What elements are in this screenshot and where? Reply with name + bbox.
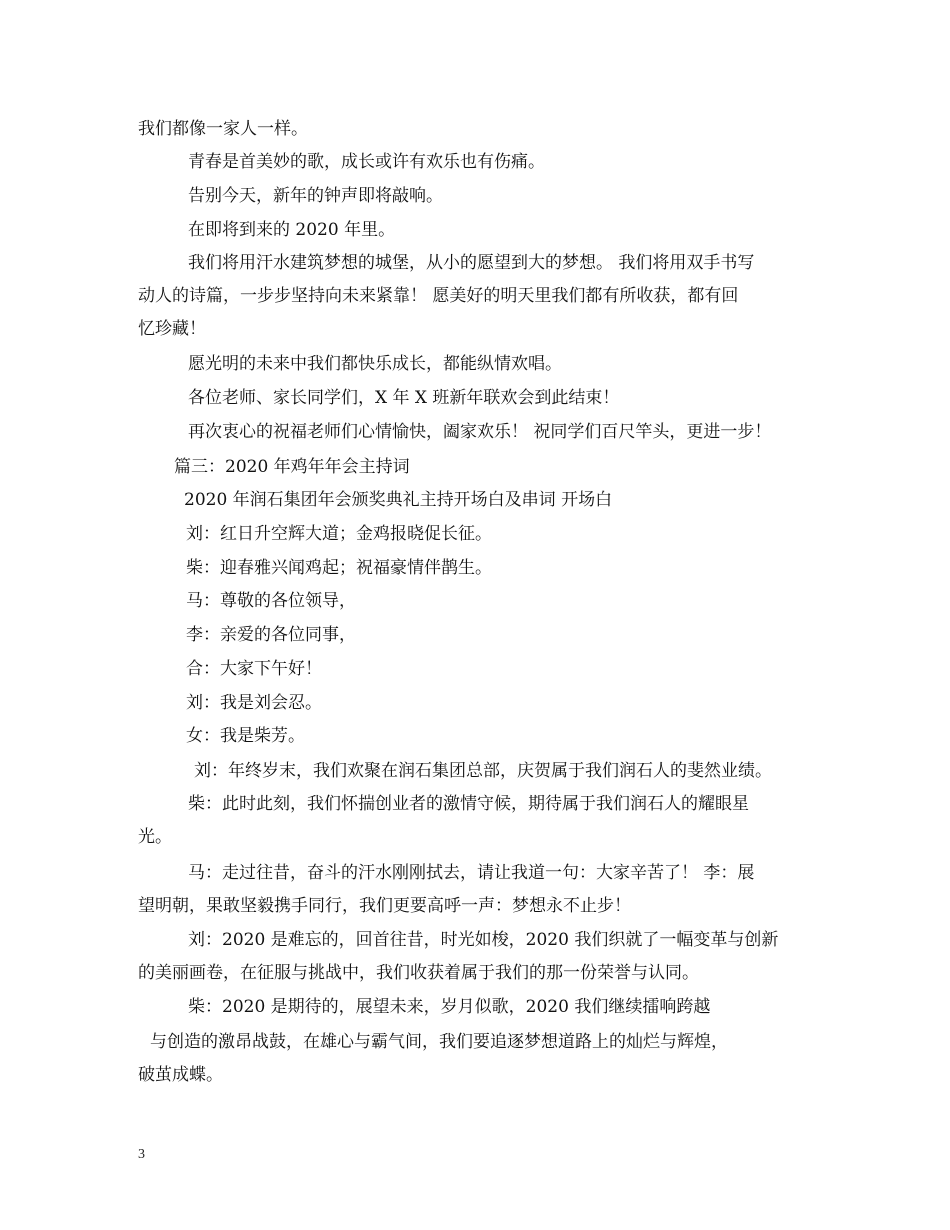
paragraph bbox=[138, 484, 828, 517]
text-line: 合：大家下午好！ bbox=[186, 659, 322, 679]
text-line: 破茧成蝶。 bbox=[138, 1065, 223, 1085]
text-line: 再次衷心的祝福老师们心情愉快，阖家欢乐！ 祝同学们百尺竿头，更进一步！ bbox=[188, 422, 772, 442]
text-line: 与创造的激昂战鼓，在雄心与霸气间，我们要追逐梦想道路上的灿烂与辉煌， bbox=[150, 1032, 728, 1052]
paragraph bbox=[138, 755, 828, 788]
text-line: 我们将用汗水建筑梦想的城堡，从小的愿望到大的梦想。 我们将用双手书写 bbox=[188, 253, 755, 273]
paragraph bbox=[138, 552, 828, 585]
paragraph bbox=[138, 857, 828, 923]
paragraph bbox=[138, 991, 828, 1024]
text-line: 女：我是柴芳。 bbox=[186, 726, 305, 746]
paragraph bbox=[138, 348, 828, 381]
text-line: 2020 年润石集团年会颁奖典礼主持开场白及串词 开场白 bbox=[184, 490, 613, 510]
text-line: 刘：我是刘会忍。 bbox=[186, 693, 322, 713]
page-number: 3 bbox=[138, 1147, 145, 1162]
text-line: 刘：红日升空辉大道；金鸡报晓促长征。 bbox=[186, 524, 492, 544]
paragraph bbox=[138, 518, 828, 551]
paragraph bbox=[138, 146, 828, 179]
paragraph bbox=[138, 687, 828, 720]
paragraph bbox=[138, 416, 828, 449]
text-line: 望明朝，果敢坚毅携手同行，我们更要高呼一声：梦想永不止步！ bbox=[138, 896, 631, 916]
text-line: 柴：迎春雅兴闻鸡起；祝福豪情伴鹊生。 bbox=[186, 558, 492, 578]
paragraph bbox=[138, 720, 828, 753]
text-line: 李：亲爱的各位同事， bbox=[186, 625, 356, 645]
paragraph bbox=[138, 1026, 828, 1092]
text-line: 愿光明的未来中我们都快乐成长，都能纵情欢唱。 bbox=[188, 354, 562, 374]
paragraph bbox=[138, 214, 828, 247]
text-line: 忆珍藏！ bbox=[138, 319, 206, 339]
text-line: 篇三：2020 年鸡年年会主持词 bbox=[174, 457, 410, 477]
text-line: 刘：2020 是难忘的，回首往昔，时光如梭，2020 我们织就了一幅变革与创新 bbox=[188, 930, 779, 950]
paragraph bbox=[138, 247, 828, 346]
text-line: 马：尊敬的各位领导， bbox=[186, 591, 356, 611]
paragraph bbox=[138, 382, 828, 415]
paragraph bbox=[138, 585, 828, 618]
text-line: 柴：2020 是期待的，展望未来，岁月似歌，2020 我们继续擂响跨越 bbox=[188, 997, 711, 1017]
paragraph bbox=[138, 451, 828, 484]
text-line: 在即将到来的 2020 年里。 bbox=[188, 220, 396, 240]
text-line: 的美丽画卷，在征服与挑战中，我们收获着属于我们的那一份荣誉与认同。 bbox=[138, 963, 699, 983]
paragraph bbox=[138, 113, 828, 146]
text-line: 青春是首美妙的歌，成长或许有欢乐也有伤痛。 bbox=[188, 152, 545, 172]
text-line: 光。 bbox=[138, 827, 172, 847]
text-line: 告别今天，新年的钟声即将敲响。 bbox=[188, 186, 443, 206]
paragraph bbox=[138, 619, 828, 652]
text-line: 我们都像一家人一样。 bbox=[138, 119, 308, 139]
paragraph bbox=[138, 180, 828, 213]
paragraph bbox=[138, 924, 828, 990]
text-line: 各位老师、家长同学们，X 年 X 班新年联欢会到此结束！ bbox=[188, 388, 620, 408]
text-line: 动人的诗篇，一步步坚持向未来紧靠！ 愿美好的明天里我们都有所收获，都有回 bbox=[138, 286, 739, 306]
text-line: 柴：此时此刻，我们怀揣创业者的激情守候，期待属于我们润石人的耀眼星 bbox=[188, 794, 749, 814]
text-line: 刘：年终岁末，我们欢聚在润石集团总部，庆贺属于我们润石人的斐然业绩。 bbox=[194, 761, 772, 781]
paragraph bbox=[138, 788, 828, 854]
paragraph bbox=[138, 653, 828, 686]
text-line: 马：走过往昔，奋斗的汗水刚刚拭去，请让我道一句：大家辛苦了！ 李：展 bbox=[188, 863, 755, 883]
